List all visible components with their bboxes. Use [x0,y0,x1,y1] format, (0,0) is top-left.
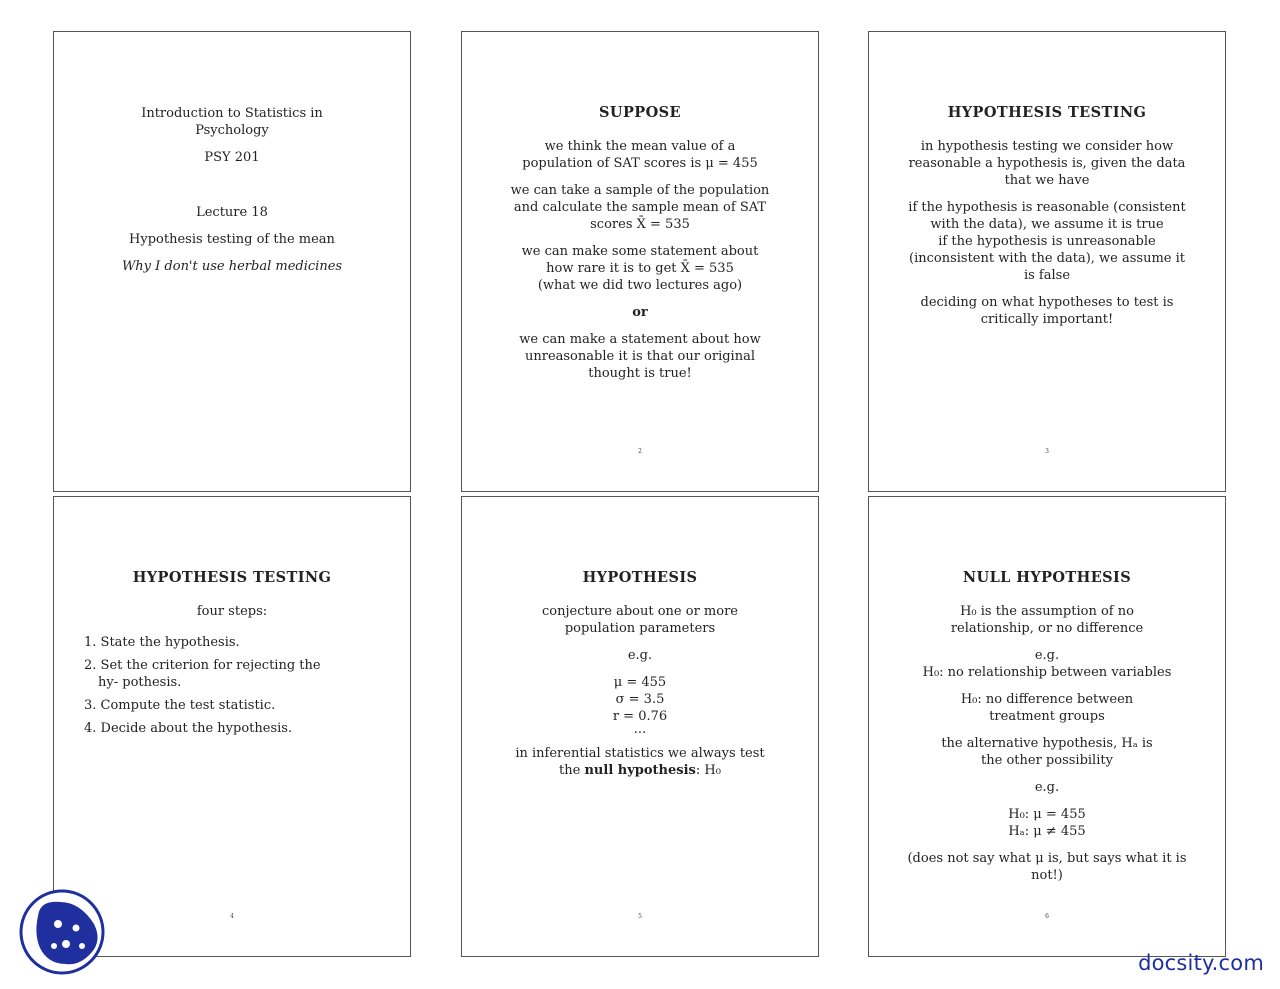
page-number: 6 [1045,913,1049,920]
paragraph: the alternative hypothesis, Hₐ is the other possibility [941,736,1153,768]
docsity-brand-link[interactable]: docsity.com [1138,951,1264,975]
page-number: 5 [638,913,642,920]
example-sigma: σ = 3.5 [615,692,665,707]
paragraph: we can take a sample of the population and calculate the sample mean of SAT scores X̄ = 535 [510,183,770,232]
ladybug-logo-icon [18,888,106,976]
example-mu: μ = 455 [613,675,667,690]
paragraph: (does not say what μ is, but says what it is not!) [907,851,1187,883]
paragraph: if the hypothesis is reasonable (consistent with the data), we assume it is true [908,200,1186,232]
paragraph: H₀ is the assumption of no relationship, or no difference [950,604,1144,636]
example-r: r = 0.76 [612,709,668,724]
course-code: PSY 201 [204,150,260,165]
page-number: 4 [230,913,234,920]
slide-4-content [84,569,380,743]
example-no-difference: H₀: no difference between treatment groups [960,692,1134,724]
lecture-number: Lecture 18 [196,205,268,220]
page-number: 2 [638,448,642,455]
list-item: 3. Compute the test statistic. [84,698,276,713]
slide-title: HYPOTHESIS TESTING [132,569,332,586]
text-run: : H₀ [695,763,721,778]
text-run: in inferential statistics we always test the [515,746,765,778]
null-hypothesis-term: null hypothesis [584,763,696,778]
paragraph: in hypothesis testing we consider how reasonable a hypothesis is, given the data that we have [908,139,1186,188]
slide-title: HYPOTHESIS TESTING [947,104,1147,121]
lecture-topic: Hypothesis testing of the mean [129,232,335,247]
list-item: 4. Decide about the hypothesis. [84,721,293,736]
steps-intro: four steps: [196,604,268,619]
slide-3-content [899,104,1195,338]
paragraph: we can make some statement about how rare it is to get X̄ = 535 [521,244,759,276]
slide-3 [868,31,1226,492]
slide-6 [868,496,1226,957]
paragraph [492,745,788,779]
ha-equation: Hₐ: μ ≠ 455 [1008,824,1086,839]
paragraph: conjecture about one or more population parameters [541,604,738,636]
slide-title: NULL HYPOTHESIS [962,569,1132,586]
or-label: or [632,305,648,320]
eg-label: e.g. [1034,780,1060,795]
example-ellipsis: ... [633,722,647,737]
h0-equation: H₀: μ = 455 [1008,807,1086,822]
slide-1 [53,31,411,492]
slide-2 [461,31,819,492]
paragraph: (what we did two lectures ago) [537,278,743,293]
eg-label: e.g. [1034,648,1060,663]
slide-4 [53,496,411,957]
slide-5 [461,496,819,957]
slide-5-content [492,569,788,789]
page-number: 3 [1045,448,1049,455]
list-item: 1. State the hypothesis. [84,635,240,650]
course-title: Introduction to Statistics in Psychology [141,106,323,138]
list-item: 2. Set the criterion for rejecting the hy- pothesis. [84,658,321,690]
slide-1-content [84,105,380,285]
example-no-relationship: H₀: no relationship between variables [922,665,1172,680]
paragraph: we can make a statement about how unreasonable it is that our original thought is true! [519,332,761,381]
paragraph: if the hypothesis is unreasonable (inconsistent with the data), we assume it is false [909,234,1186,283]
slide-2-content [492,104,788,392]
lecture-subtitle: Why I don't use herbal medicines [121,259,343,274]
slide-title: SUPPOSE [599,104,681,121]
paragraph: deciding on what hypotheses to test is critically important! [920,295,1174,327]
slide-6-content [899,569,1195,894]
slide-title: HYPOTHESIS [582,569,698,586]
paragraph: we think the mean value of a population of SAT scores is μ = 455 [522,139,758,171]
eg-label: e.g. [627,648,653,663]
steps-list [84,634,380,737]
